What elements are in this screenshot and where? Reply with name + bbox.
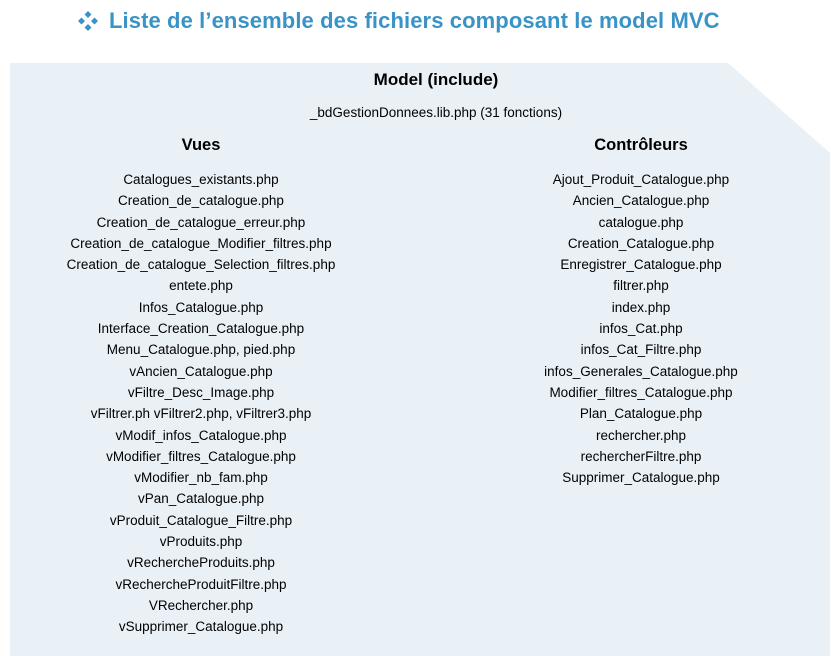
- controleurs-file-item: index.php: [611, 299, 671, 315]
- controleurs-file-item: Modifier_filtres_Catalogue.php: [549, 384, 733, 400]
- vues-file-item: vModif_infos_Catalogue.php: [115, 427, 287, 443]
- controleurs-file-item: infos_Generales_Catalogue.php: [544, 363, 738, 379]
- vues-file-item: vModifier_nb_fam.php: [134, 470, 268, 486]
- vues-file-item: entete.php: [169, 278, 233, 294]
- vues-file-item: vProduit_Catalogue_Filtre.php: [109, 512, 293, 528]
- vues-file-item: vAncien_Catalogue.php: [129, 363, 273, 379]
- vues-file-item: vPan_Catalogue.php: [137, 491, 265, 507]
- controleurs-file-item: Plan_Catalogue.php: [579, 406, 703, 422]
- vues-file-item: vModifier_filtres_Catalogue.php: [106, 448, 296, 464]
- vues-file-item: vRechercheProduits.php: [127, 555, 275, 571]
- vues-file-item: Creation_de_catalogue.php: [118, 193, 284, 209]
- controleurs-file-item: Enregistrer_Catalogue.php: [560, 257, 722, 273]
- model-file-name: _bdGestionDonnees.lib.php (31 fonctions): [309, 105, 563, 120]
- vues-file-item: Creation_de_catalogue_Modifier_filtres.php: [70, 235, 332, 251]
- controleurs-column-title: Contrôleurs: [594, 136, 688, 154]
- controleurs-file-item: rechercher.php: [595, 427, 687, 443]
- vues-file-item: Menu_Catalogue.php, pied.php: [106, 342, 296, 358]
- controleurs-file-item: Creation_Catalogue.php: [567, 235, 715, 251]
- vues-file-item: Interface_Creation_Catalogue.php: [97, 321, 305, 337]
- controleurs-file-item: Supprimer_Catalogue.php: [562, 470, 720, 486]
- controleurs-file-item: Ajout_Produit_Catalogue.php: [552, 172, 730, 187]
- vues-file-item: Creation_de_catalogue_Selection_filtres.php: [66, 257, 336, 273]
- controleurs-file-item: infos_Cat_Filtre.php: [580, 342, 702, 358]
- controleurs-file-list: [441, 169, 831, 488]
- vues-file-item: VRechercher.php: [148, 597, 254, 613]
- model-section-title: Model (include): [373, 70, 499, 89]
- page-title: Liste de l’ensemble des fichiers composant le model MVC: [109, 8, 720, 33]
- controleurs-file-item: catalogue.php: [598, 214, 684, 230]
- vues-file-item: Infos_Catalogue.php: [138, 299, 264, 315]
- controleurs-file-item: infos_Cat.php: [599, 321, 683, 337]
- controleurs-file-item: rechercherFiltre.php: [580, 448, 702, 464]
- controleurs-file-item: filtrer.php: [613, 278, 669, 294]
- vues-column-title: Vues: [181, 136, 221, 154]
- four-diamond-bullet-icon: [78, 11, 98, 31]
- vues-file-item: Creation_de_catalogue_erreur.php: [96, 214, 306, 230]
- vues-file-item: vRechercheProduitFiltre.php: [115, 576, 287, 592]
- vues-file-item: Catalogues_existants.php: [123, 172, 279, 187]
- vues-file-item: vFiltrer.ph vFiltrer2.php, vFiltrer3.php: [90, 406, 312, 422]
- vues-file-list: [1, 169, 401, 638]
- page-heading: [78, 6, 720, 36]
- vues-file-item: vProduits.php: [159, 534, 243, 550]
- vues-file-item: vFiltre_Desc_Image.php: [127, 384, 275, 400]
- vues-file-item: vSupprimer_Catalogue.php: [118, 619, 284, 635]
- controleurs-file-item: Ancien_Catalogue.php: [572, 193, 710, 209]
